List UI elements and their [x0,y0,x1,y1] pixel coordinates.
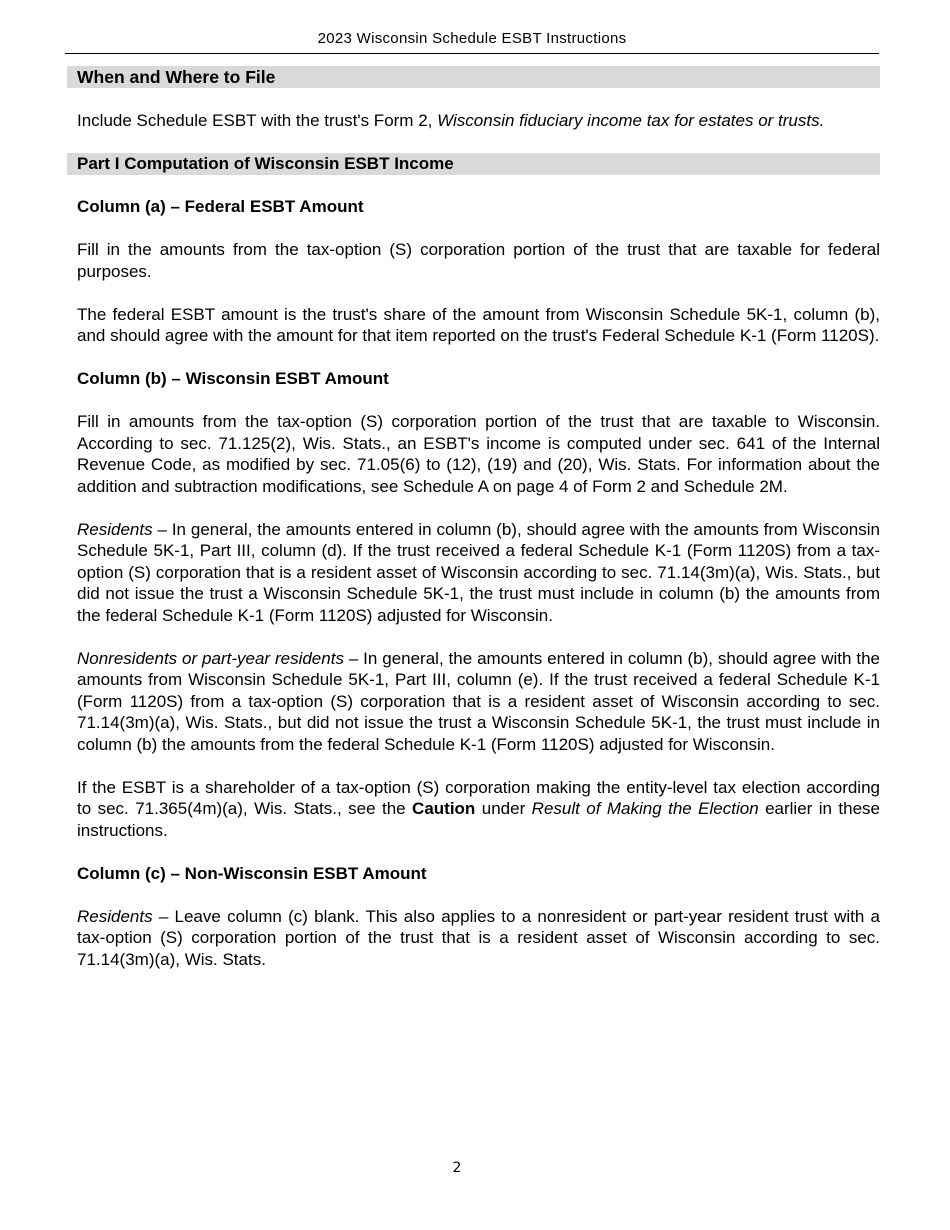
residents-label: Residents [77,519,153,539]
page-header-title: 2023 Wisconsin Schedule ESBT Instructions [317,30,627,47]
document-body [67,66,880,970]
election-text-1: If the ESBT is a shareholder of a tax-option (S) corporation making the entity-level tax election according to sec. 71.365(4m)(a), Wis. Stats., see the [77,777,880,818]
heading-column-b: Column (b) – Wisconsin ESBT Amount [77,369,389,388]
column-b-election-paragraph [77,777,880,842]
when-where-paragraph [77,110,880,132]
heading-column-a: Column (a) – Federal ESBT Amount [77,197,364,216]
section-heading-part1: Part I Computation of Wisconsin ESBT Income [67,153,880,175]
when-where-text: Include Schedule ESBT with the trust's Form 2, [77,110,438,130]
nonresidents-label: Nonresidents or part-year residents [77,648,344,668]
section-heading-when-where: When and Where to File [67,66,880,88]
column-b-nonresidents-paragraph [77,648,880,756]
caution-label: Caution [412,799,476,818]
heading-column-c: Column (c) – Non-Wisconsin ESBT Amount [77,863,427,883]
header-divider [65,53,879,54]
column-c-residents-paragraph [77,906,880,971]
election-text-3: earlier in these instructions. [77,799,880,840]
election-text-2: under [475,799,532,818]
nonresidents-text: – In general, the amounts entered in column (b), should agree with the amounts from Wisconsin Schedule 5K-1, Part III, column (e). If the trust received a federal Schedule K-1 (Form 1120S) from a tax-option (S) corporation that is a resident asset of Wisconsin according to sec. 71.14(3m)(a), Wis. Stats., but did not issue the trust a Wisconsin Schedule 5K-1, the trust must include in column (b) the amounts from the federal Schedule K-1 (Form 1120S) adjusted for Wisconsin. [77,648,880,754]
column-c-residents-label: Residents [77,906,153,926]
column-b-paragraph-1: Fill in amounts from the tax-option (S) corporation portion of the trust that are taxable to Wisconsin. According to sec. 71.125(2), Wis. Stats., an ESBT's income is computed under sec. 641 of the Internal Revenue Code, as modified by sec. 71.05(6) to (12), (19) and (20), Wis. Stats. For information about the addition and subtraction modifications, see Schedule A on page 4 of Form 2 and Schedule 2M. [77,412,880,496]
election-reference: Result of Making the Election [531,799,759,818]
page-number: 2 [452,1160,462,1176]
column-a-paragraph-2: The federal ESBT amount is the trust's share of the amount from Wisconsin Schedule 5K-1, column (b), and should agree with the amount for that item reported on the trust's Federal Schedule K-1 (Form 1120S). [77,304,880,345]
form-2-title: Wisconsin fiduciary income tax for estates or trusts. [437,110,825,130]
column-c-residents-text: – Leave column (c) blank. This also applies to a nonresident or part-year resident trust with a tax-option (S) corporation portion of the trust that is a resident asset of Wisconsin according to sec. 71.14(3m)(a), Wis. Stats. [77,906,880,969]
residents-text: – In general, the amounts entered in column (b), should agree with the amounts from Wisconsin Schedule 5K-1, Part III, column (d). If the trust received a federal Schedule K-1 (Form 1120S) from a tax-option (S) corporation that is a resident asset of Wisconsin according to sec. 71.14(3m)(a), Wis. Stats., but did not issue the trust a Wisconsin Schedule 5K-1, the trust must include in column (b) the amounts from the federal Schedule K-1 (Form 1120S) adjusted for Wisconsin. [77,519,880,625]
column-a-paragraph-1: Fill in the amounts from the tax-option (S) corporation portion of the trust that are taxable for federal purposes. [77,240,880,281]
column-b-residents-paragraph [77,519,880,627]
